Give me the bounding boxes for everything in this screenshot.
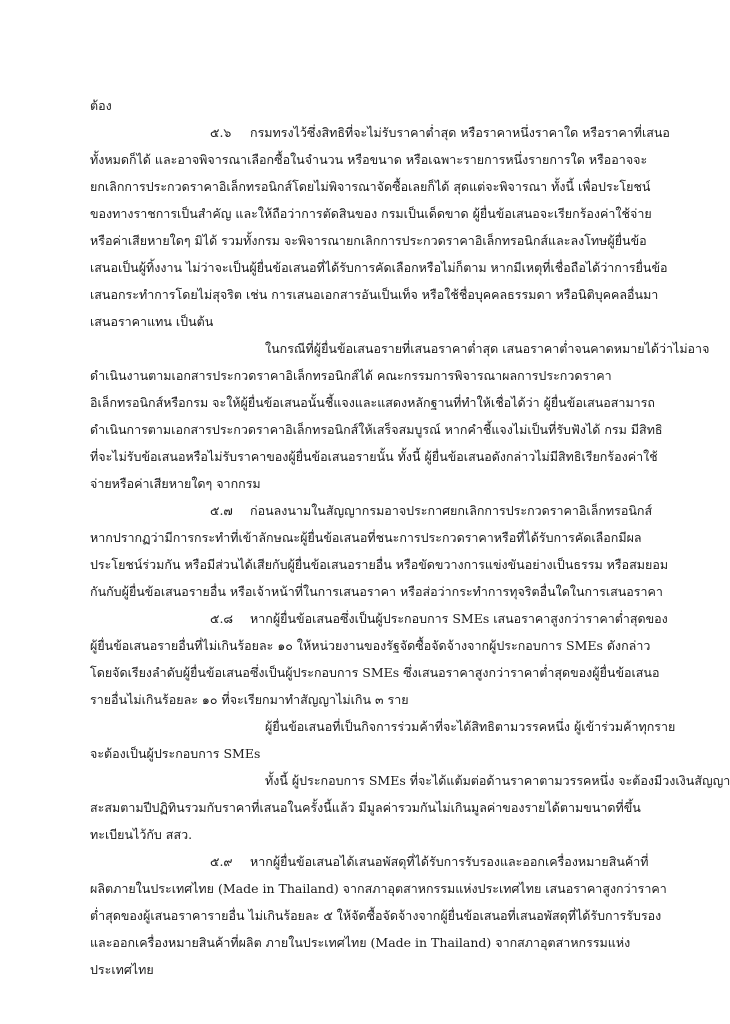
clause-text-line: ทะเบียนไว้กับ สสว. — [90, 827, 193, 842]
clause-text-line: เสนอเป็นผู้ทิ้งงาน ไม่ว่าจะเป็นผู้ยื่นข้อเสนอที่ได้รับการคัดเลือกหรือไม่ก็ตาม หากมีเหตุที่เชื่อถือได้ว่าการยื่นข้อ — [90, 260, 668, 275]
clause-text-line: และออกเครื่องหมายสินค้าที่ผลิต ภายในประเทศไทย (Made in Thailand) จากสภาอุตสาหกรรมแห่ง — [90, 935, 631, 950]
clause-text-line: สะสมตามปีปฏิทินรวมกับราคาที่เสนอในครั้งนี้แล้ว มีมูลค่ารวมกันไม่เกินมูลค่าของรายได้ตามขนาดที่ขึ้น — [90, 800, 641, 815]
clause-text-line: ที่จะไม่รับข้อเสนอหรือไม่รับราคาของผู้ยื่นข้อเสนอรายนั้น ทั้งนี้ ผู้ยื่นข้อเสนอดังกล่าวไม่มีสิทธิเรียกร้องค่าใช้ — [90, 449, 658, 464]
clause-5-6-number: ๕.๖ — [210, 125, 232, 140]
clause-text-line: ผลิตภายในประเทศไทย (Made in Thailand) จากสภาอุตสาหกรรมแห่งประเทศไทย เสนอราคาสูงกว่าราคา — [90, 881, 667, 896]
clause-text-line: โดยจัดเรียงลำดับผู้ยื่นข้อเสนอซึ่งเป็นผู้ประกอบการ SMEs ซึ่งเสนอราคาสูงกว่าราคาต่ำสุดของผู้ยื่นข้อเสนอ — [90, 665, 660, 680]
page-header-text: ต้อง — [90, 98, 112, 113]
clause-text-line: รายอื่นไม่เกินร้อยละ ๑๐ ที่จะเรียกมาทำสัญญาไม่เกิน ๓ ราย — [90, 692, 409, 707]
clause-text-line: จะต้องเป็นผู้ประกอบการ SMEs — [90, 746, 261, 761]
clause-5-6-first-line — [90, 119, 670, 146]
clause-5-9-first-line — [90, 848, 654, 875]
clause-text-line: ต่ำสุดของผู้เสนอราคารายอื่น ไม่เกินร้อยละ ๕ ให้จัดซื้อจัดจ้างจากผู้ยื่นข้อเสนอที่เสนอพัสดุที่ได้รับการรับรอง — [90, 908, 662, 923]
clause-text-line: หรือค่าเสียหายใดๆ มิได้ รวมทั้งกรม จะพิจารณายกเลิกการประกวดราคาอิเล็กทรอนิกส์และลงโทษผู้ยื่นข้อ — [90, 233, 647, 248]
clause-5-7-first-line — [90, 497, 654, 524]
clause-5-8-first-line — [90, 605, 668, 632]
clause-text-line: ทั้งหมดก็ได้ และอาจพิจารณาเลือกซื้อในจำนวน หรือขนาด หรือเฉพาะรายการหนึ่งรายการใด หรืออาจจะ — [90, 152, 648, 167]
clause-text-line: อิเล็กทรอนิกส์หรือกรม จะให้ผู้ยื่นข้อเสนอนั้นชี้แจงและแสดงหลักฐานที่ทำให้เชื่อได้ว่า ผู้ยื่นข้อเสนอสามารถ — [90, 395, 655, 410]
clause-text-line: หากผู้ยื่นข้อเสนอได้เสนอพัสดุที่ได้รับการรับรองและออกเครื่องหมายสินค้าที่ — [250, 854, 649, 869]
clause-text-line: ผู้ยื่นข้อเสนอรายอื่นที่ไม่เกินร้อยละ ๑๐ ให้หน่วยงานของรัฐจัดซื้อจัดจ้างจากผู้ประกอบการ SMEs ดังกล่าว — [90, 638, 651, 653]
clause-text-line: เสนอกระทำการโดยไม่สุจริต เช่น การเสนอเอกสารอันเป็นเท็จ หรือใช้ชื่อบุคคลธรรมดา หรือนิติบุคคลอื่นมา — [90, 287, 659, 302]
clause-text-line: ผู้ยื่นข้อเสนอที่เป็นกิจการร่วมค้าที่จะได้สิทธิตามวรรคหนึ่ง ผู้เข้าร่วมค้าทุกราย — [265, 719, 676, 734]
clause-text-line: หากปรากฏว่ามีการกระทำที่เข้าลักษณะผู้ยื่นข้อเสนอที่ชนะการประกวดราคาหรือที่ได้รับการคัดเลือกมีผล — [90, 530, 642, 545]
clause-text-line: หากผู้ยื่นข้อเสนอซึ่งเป็นผู้ประกอบการ SMEs เสนอราคาสูงกว่าราคาต่ำสุดของ — [250, 611, 668, 626]
clause-text-line: ของทางราชการเป็นสำคัญ และให้ถือว่าการตัดสินของ กรมเป็นเด็ดขาด ผู้ยื่นข้อเสนอจะเรียกร้องค่าใช้จ่าย — [90, 206, 652, 221]
clause-text-line: ดำเนินการตามเอกสารประกวดราคาอิเล็กทรอนิกส์ให้เสร็จสมบูรณ์ หากคำชี้แจงไม่เป็นที่รับฟังได้ กรม มีสิทธิ — [90, 422, 663, 437]
clause-text-line: ประเทศไทย — [90, 962, 154, 977]
clause-5-7-number: ๕.๗ — [210, 503, 233, 518]
clause-text-line: ยกเลิกการประกวดราคาอิเล็กทรอนิกส์โดยไม่พิจารณาจัดซื้อเลยก็ได้ สุดแต่จะพิจารณา ทั้งนี้ เพื่อประโยชน์ — [90, 179, 651, 194]
clause-text-line: ทั้งนี้ ผู้ประกอบการ SMEs ที่จะได้แต้มต่อด้านราคาตามวรรคหนึ่ง จะต้องมีวงเงินสัญญา — [265, 773, 730, 788]
clause-text-line: กันกับผู้ยื่นข้อเสนอรายอื่น หรือเจ้าหน้าที่ในการเสนอราคา หรือส่อว่ากระทำการทุจริตอื่นใดในการเสนอราคา — [90, 584, 663, 599]
clause-5-8-number: ๕.๘ — [210, 611, 234, 626]
clause-text-line: เสนอราคาแทน เป็นต้น — [90, 314, 214, 329]
clause-5-9-number: ๕.๙ — [210, 854, 233, 869]
clause-text-line: ประโยชน์ร่วมกัน หรือมีส่วนได้เสียกับผู้ยื่นข้อเสนอรายอื่น หรือขัดขวางการแข่งขันอย่างเป็นธรรม หรือสมยอม — [90, 557, 669, 572]
clause-text-line: ดำเนินงานตามเอกสารประกวดราคาอิเล็กทรอนิกส์ได้ คณะกรรมการพิจารณาผลการประกวดราคา — [90, 368, 612, 383]
clause-text-line: ก่อนลงนามในสัญญากรมอาจประกาศยกเลิกการประกวดราคาอิเล็กทรอนิกส์ — [250, 503, 653, 518]
clause-text-line: ในกรณีที่ผู้ยื่นข้อเสนอรายที่เสนอราคาต่ำสุด เสนอราคาต่ำจนคาดหมายได้ว่าไม่อาจ — [265, 341, 710, 356]
clause-text-line: จ่ายหรือค่าเสียหายใดๆ จากกรม — [90, 476, 261, 491]
clause-text-line: กรมทรงไว้ซึ่งสิทธิที่จะไม่รับราคาต่ำสุด หรือราคาหนึ่งราคาใด หรือราคาที่เสนอ — [250, 125, 670, 140]
